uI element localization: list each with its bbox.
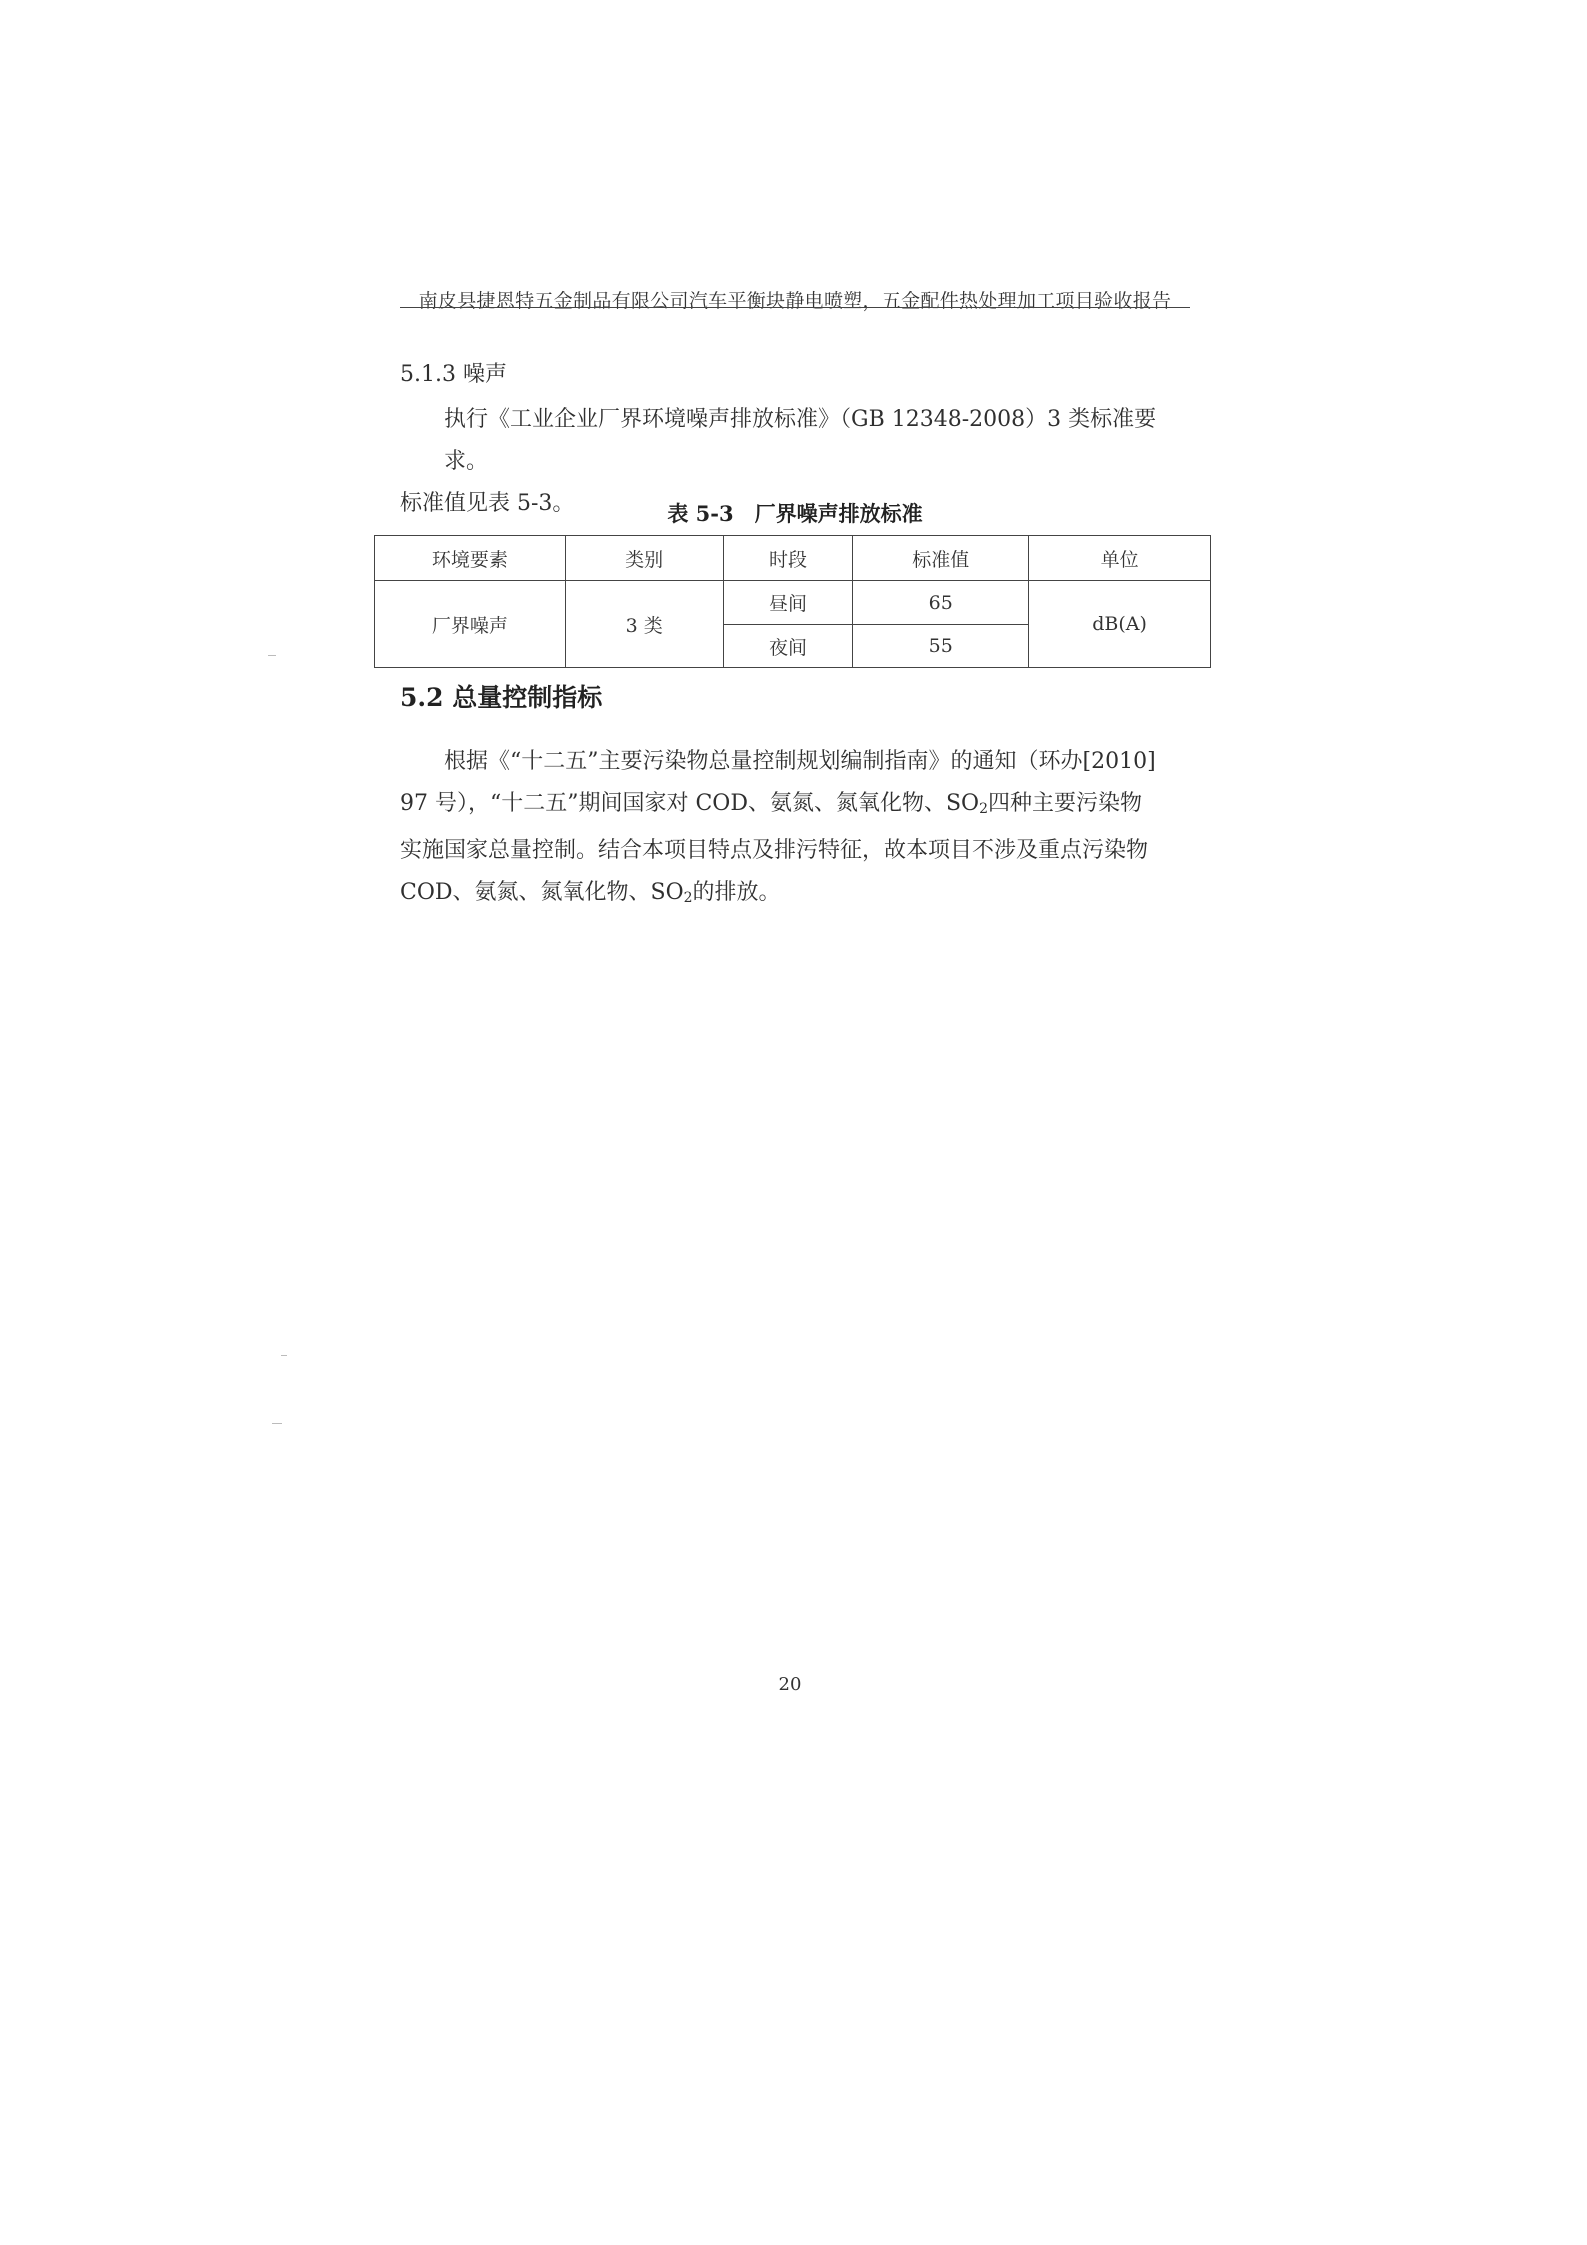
noise-standard-table [374, 535, 1211, 668]
paragraph-line: 实施国家总量控制。结合本项目特点及排污特征，故本项目不涉及重点污染物 [400, 838, 1149, 863]
table-header-cell: 单位 [1029, 536, 1211, 581]
table-cell-period: 夜间 [723, 625, 853, 668]
scan-speck [268, 655, 276, 656]
table-cell-value: 65 [853, 581, 1029, 625]
table-cell-period: 昼间 [723, 581, 853, 625]
total-control-paragraph [400, 741, 1190, 919]
paragraph-line: 标准值见表 5-3。 [400, 491, 575, 516]
table-cell-value: 55 [853, 625, 1029, 668]
table-header-cell: 类别 [565, 536, 723, 581]
table-cell-category: 3 类 [565, 581, 723, 668]
table-header-cell: 标准值 [853, 536, 1029, 581]
page-header: 南皮县捷恩特五金制品有限公司汽车平衡块静电喷塑，五金配件热处理加工项目验收报告 [418, 290, 1172, 312]
paragraph-line: COD、氨氮、氮氧化物、$SO_2$的排放。 [400, 880, 781, 906]
table-cell-unit: dB(A) [1029, 581, 1211, 668]
subsection-heading: 5.1.3 噪声 [400, 362, 507, 387]
paragraph-line: 执行《工业企业厂界环境噪声排放标准》（GB 12348-2008）3 类标准要求。 [444, 407, 1157, 474]
scan-speck [281, 1355, 287, 1356]
table-header-cell: 时段 [723, 536, 853, 581]
section-heading: 5.2 总量控制指标 [400, 683, 603, 712]
table-row [375, 581, 1211, 625]
paragraph-line: 根据《“十二五”主要污染物总量控制规划编制指南》的通知（环办[2010] [444, 749, 1156, 774]
scan-speck [272, 1423, 282, 1424]
paragraph-line: 97 号），“十二五”期间国家对 COD、氨氮、氮氧化物、$SO_2$四种主要污染物 [400, 791, 1143, 817]
table-cell-element: 厂界噪声 [375, 581, 566, 668]
table-caption: 表 5-3 厂界噪声排放标准 [667, 501, 923, 526]
table-header-row [375, 536, 1211, 581]
table-header-cell: 环境要素 [375, 536, 566, 581]
header-rule [400, 307, 1190, 308]
page-number: 20 [778, 1674, 802, 1695]
